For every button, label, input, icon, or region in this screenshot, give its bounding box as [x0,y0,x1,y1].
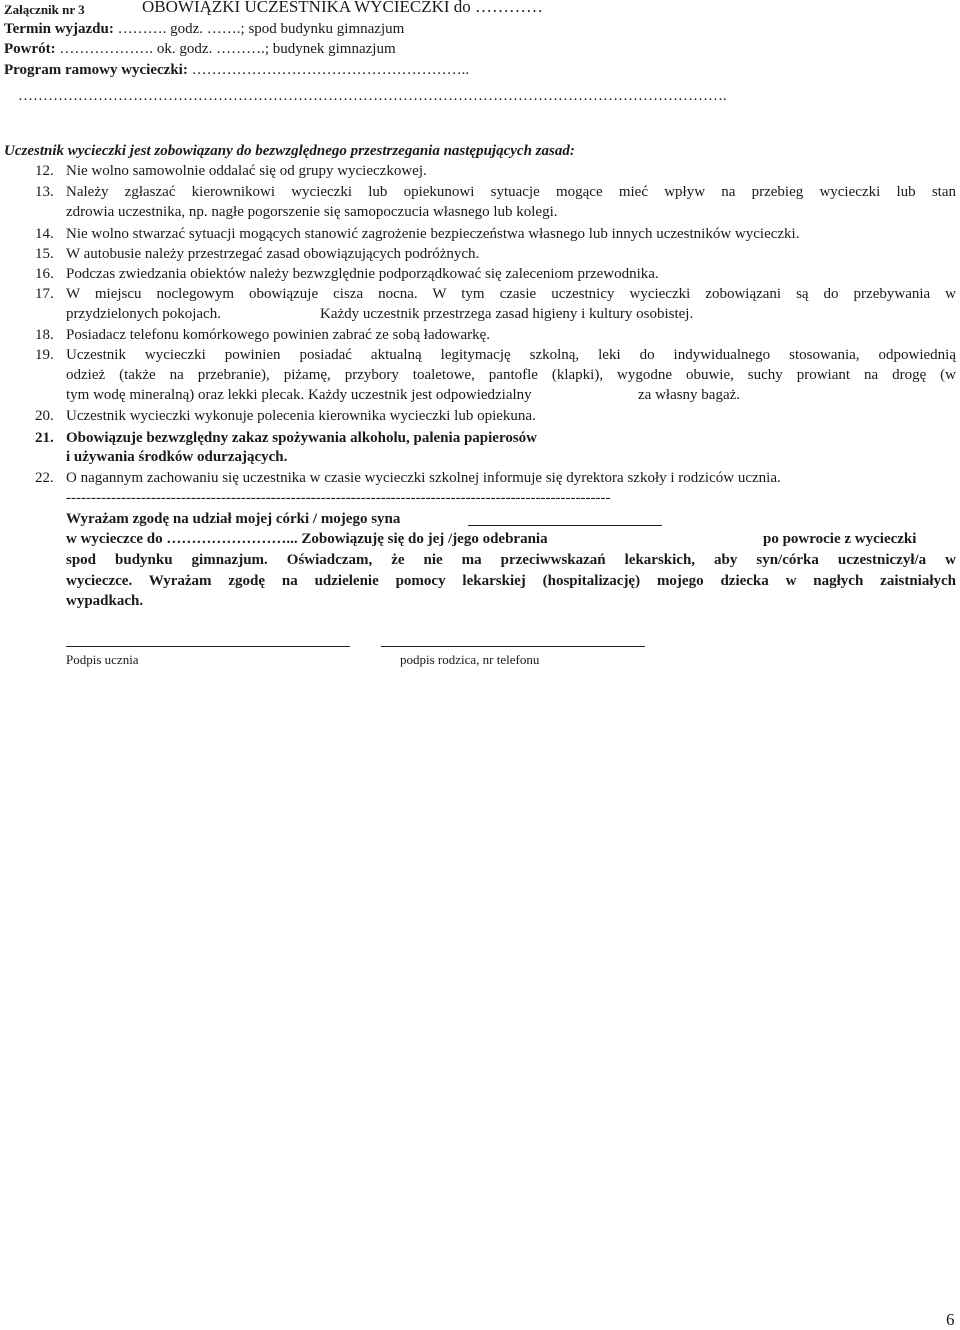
annex-label: Załącznik nr 3 [4,2,85,17]
departure-details: ………. godz. …….; spod budynku gimnazjum [117,21,405,37]
rule-number: 17. [35,286,54,302]
program-dots: ……………………………………………….. [191,62,470,78]
return-line [4,39,396,59]
rule-text: W autobusie należy przestrzegać zasad obowiązujących podróżnych. [66,246,480,262]
rule-text: W miejscu noclegowym obowiązuje cisza nocna. W tym czasie uczestnicy wycieczki zobowiązani są do przebywania w [66,286,956,302]
consent-line-2: w wycieczce do ……………………... Zobowiązuję się do jej /jego odebrania [66,531,548,547]
rule-number: 22. [35,470,54,486]
consent-line-5: wypadkach. [66,593,144,609]
rule-text: i używania środków odurzających. [66,449,288,465]
rule-number: 12. [35,163,54,179]
rule-number: 19. [35,347,54,363]
rule-text: za własny bagaż. [638,387,741,403]
rule-number: 13. [35,184,54,200]
rule-text: Uczestnik wycieczki wykonuje polecenia kierownika wycieczki lub opiekuna. [66,408,536,424]
parent-signature-label: podpis rodzica, nr telefonu [400,652,540,667]
program-line [4,60,469,80]
student-signature-field[interactable] [66,646,350,647]
rules-intro: Uczestnik wycieczki jest zobowiązany do bezwzględnego przestrzegania następujących zasad: [4,143,575,159]
rule-text: zdrowia uczestnika, np. nagłe pogorszenie się samopoczucia własnego lub kolegi. [66,204,558,220]
departure-label: Termin wyjazdu: [4,21,114,37]
return-label: Powrót: [4,41,56,57]
consent-line-1: Wyrażam zgodę na udział mojej córki / mojego syna [66,511,401,527]
child-name-field[interactable] [468,525,662,526]
rule-number: 21. [35,430,54,446]
rule-number: 15. [35,246,54,262]
page-number: 6 [946,1310,955,1329]
consent-line-4: wycieczce. Wyrażam zgodę na udzielenie pomocy lekarskiej (hospitalizację) mojego dziecka w nagłych zaistniałych [66,573,956,589]
rule-text: Posiadacz telefonu komórkowego powinien zabrać ze sobą ładowarkę. [66,327,491,343]
parent-signature-field[interactable] [381,646,645,647]
rule-text: O nagannym zachowaniu się uczestnika w czasie wycieczki szkolnej informuje się dyrektora szkoły i rodziców ucznia. [66,470,781,486]
program-dots-line: ……………………………………………………………………………………………………………………………. [18,88,727,104]
rule-number: 20. [35,408,54,424]
separator-dashes: ------------------------------------------------------------------------------------------------------------- [66,490,611,506]
student-signature-label: Podpis ucznia [66,652,139,667]
rule-number: 14. [35,226,54,242]
rule-text: Podczas zwiedzania obiektów należy bezwzględnie podporządkować się zaleceniom przewodnika. [66,266,659,282]
rule-text: tym wodę mineralną) oraz lekki plecak. Każdy uczestnik jest odpowiedzialny [66,387,532,403]
consent-line-2-end: po powrocie z wycieczki [763,531,917,547]
document-title: OBOWIĄZKI UCZESTNIKA WYCIECZKI do ………… [142,0,544,16]
rule-text: Uczestnik wycieczki powinien posiadać aktualną legitymację szkolną, leki do indywidualnego stosowania, odpowiednią [66,347,956,363]
rule-text: Nie wolno stwarzać sytuacji mogących stanowić zagrożenie bezpieczeństwa własnego lub innych uczestników wycieczki. [66,226,800,242]
program-label: Program ramowy wycieczki: [4,62,188,78]
rule-text: Obowiązuje bezwzględny zakaz spożywania alkoholu, palenia papierosów [66,430,538,446]
rule-number: 16. [35,266,54,282]
rule-text: Należy zgłaszać kierownikowi wycieczki lub opiekunowi sytuacje mogące mieć wpływ na przebieg wycieczki lub stan [66,184,956,200]
departure-line [4,19,404,39]
return-details: ………………. ok. godz. ……….; budynek gimnazjum [59,41,396,57]
consent-line-3: spod budynku gimnazjum. Oświadczam, że nie ma przeciwwskazań lekarskich, aby syn/córka uczestniczył/a w [66,552,956,568]
rule-text: odzież (także na przebranie), piżamę, przybory toaletowe, pantofle (klapki), wygodne obuwie, suchy prowiant na drogę (w [66,367,956,383]
rule-number: 18. [35,327,54,343]
rule-text: Każdy uczestnik przestrzega zasad higieny i kultury osobistej. [320,306,694,322]
rule-text: Nie wolno samowolnie oddalać się od grupy wycieczkowej. [66,163,427,179]
rule-text: przydzielonych pokojach. [66,306,221,322]
